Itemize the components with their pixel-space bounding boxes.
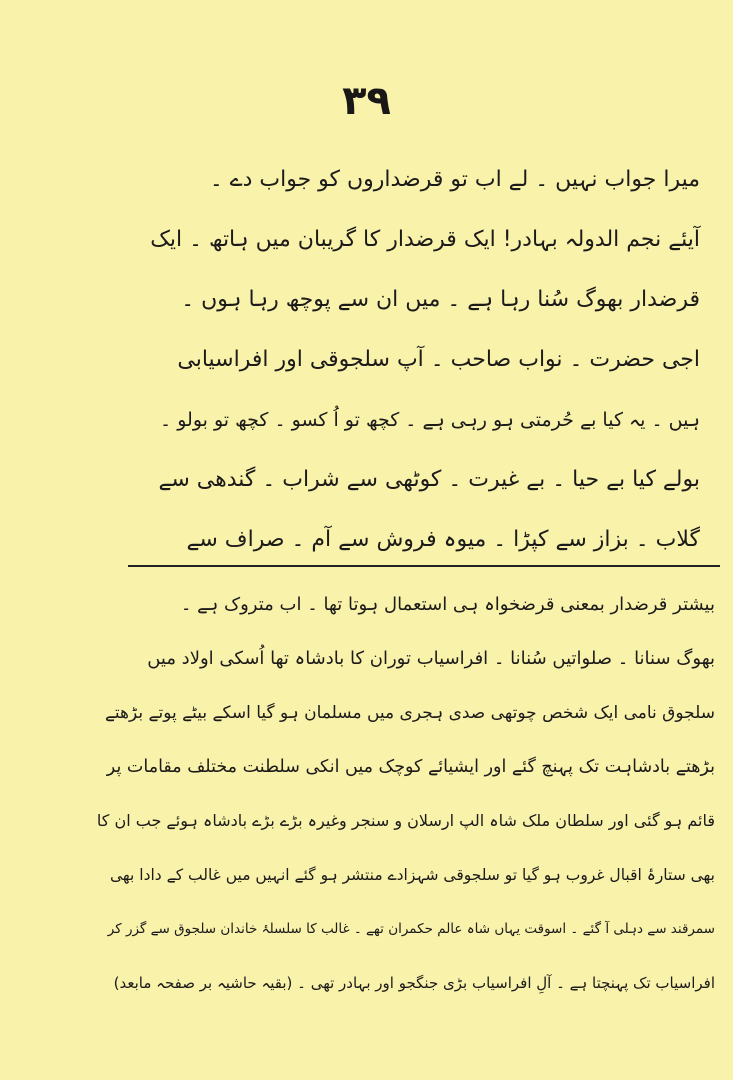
footnote-line-3: سلجوق نامی ایک شخص چوتھی صدی ہجری میں مسلمان ہو گیا اسکے بیٹے پوتے بڑھتے: [104, 703, 715, 723]
footnote-line-1: بیشتر قرضدار بمعنی قرضخواہ ہی استعمال ہوتا تھا ۔ اب متروک ہے ۔: [180, 594, 715, 615]
footnote-line-7: سمرقند سے دہلی آ گئے ۔ اسوقت یہاں شاہ عالم حکمران تھے ۔ غالب کا سلسلۂ خاندان سلجوق سے گزر کر: [107, 921, 715, 937]
footnotes: [95, 578, 715, 1010]
page-number: ۳۹: [342, 78, 391, 124]
footnote-separator: [128, 565, 720, 567]
footnote-line-5: قائم ہو گئی اور سلطان ملک شاہ الپ ارسلان و سنجر وغیرہ بڑے بڑے بادشاہ ہوئے جب ان کا: [96, 811, 715, 830]
body-line-1: میرا جواب نہیں ۔ لے اب تو قرضداروں کو جواب دے ۔: [209, 167, 700, 192]
body-line-7: گلاب ۔ بزاز سے کپڑا ۔ میوہ فروش سے آم ۔ صراف سے: [186, 527, 700, 552]
body-line-4: اجی حضرت ۔ نواب صاحب ۔ آپ سلجوقی اور افراسیابی: [177, 347, 700, 372]
body-line-5: ہیں ۔ یہ کیا بے حُرمتی ہو رہی ہے ۔ کچھ تو اُ کسو ۔ کچھ تو بولو ۔: [160, 409, 700, 431]
body-line-6: بولے کیا بے حیا ۔ بے غیرت ۔ کوٹھی سے شراب ۔ گندھی سے: [158, 467, 700, 492]
body-line-2: آیئے نجم الدولہ بہادر! ایک قرضدار کا گریبان میں ہاتھ ۔ ایک: [150, 227, 700, 252]
footnote-line-6: بھی ستارۂ اقبال غروب ہو گیا تو سلجوقی شہزادے منتشر ہو گئے انہیں میں غالب کے دادا بھی: [109, 866, 715, 884]
main-text: [150, 150, 700, 570]
footnote-line-2: بھوگ سنانا ۔ صلواتیں سُنانا ۔ افراسیاب توران کا بادشاہ تھا اُسکی اولاد میں: [147, 648, 715, 669]
body-line-3: قرضدار بھوگ سُنا رہا ہے ۔ میں ان سے پوچھ رہا ہوں ۔: [181, 287, 700, 312]
footnote-line-8: افراسیاب تک پہنچتا ہے ۔ آلِ افراسیاب بڑی جنگجو اور بہادر تھی ۔ (بقیہ حاشیہ بر صفحہ مابعد): [113, 974, 715, 992]
footnote-line-4: بڑھتے بادشاہت تک پہنچ گئے اور ایشیائے کوچک میں انکی سلطنت مختلف مقامات پر: [106, 757, 715, 777]
